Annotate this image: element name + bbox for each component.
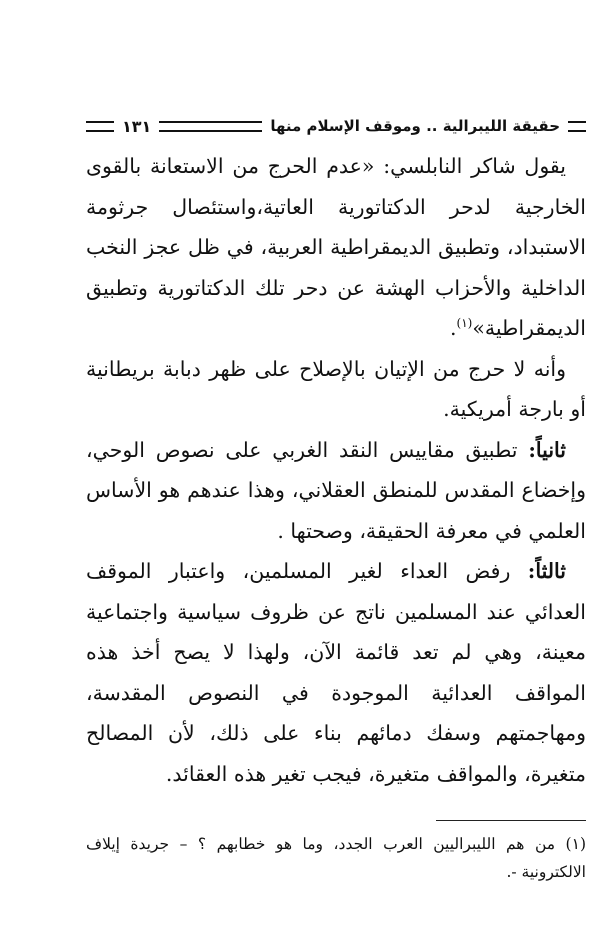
paragraph-1 — [86, 146, 586, 349]
paragraph-2: وأنه لا حرج من الإتيان بالإصلاح على ظهر دبابة بريطانية أو بارجة أمريكية. — [86, 356, 586, 421]
paragraph-3 — [86, 430, 586, 552]
page-number: ١٣١ — [122, 116, 152, 136]
footnote — [86, 830, 586, 886]
paragraph-1-text: يقول شاكر النابلسي: «عدم الحرج من الاستعانة بالقوى الخارجية لدحر الدكتاتورية العاتية،واستئصال جرثومة الاستبداد، وتطبيق الديمقراطية العربية، في ظل عجز النخب الداخلية والأحزاب الهشة عن دحر تلك الدكتاتورية وتطبيق الديمقراطية» — [86, 154, 586, 340]
body-text — [86, 146, 586, 794]
header-rule-right — [568, 121, 586, 132]
running-header — [86, 112, 586, 140]
footnote-reference[interactable]: (١) — [456, 316, 473, 331]
paragraph-4-text: رفض العداء لغير المسلمين، واعتبار الموقف العدائي عند المسلمين ناتج عن ظروف سياسية واجتماعية معينة، وهي لم تعد قائمة الآن، ولهذا لا يصح أخذ هذه المواقف العدائية الموجودة في النصوص المقدسة، ومهاجمتهم وسفك دمائهم بناء على ذلك، لأن المصالح متغيرة، والمواقف متغيرة، فيجب تغير هذه العقائد. — [86, 559, 586, 786]
header-title: حقيقة الليبرالية .. وموقف الإسلام منها — [270, 117, 560, 135]
paragraph-3-text: تطبيق مقاييس النقد الغربي على نصوص الوحي، وإخضاع المقدس للمنطق العقلاني، وهذا عندهم هو الأساس العلمي في معرفة الحقيقة، وصحتها . — [86, 437, 586, 543]
paragraph-1-end: . — [449, 316, 457, 340]
paragraph-4 — [86, 551, 586, 794]
header-rule-middle — [159, 121, 262, 132]
footnote-text: (١) من هم الليبراليين العرب الجدد، وما هو خطابهم ؟ – جريدة إيلاف الالكترونية -. — [86, 835, 586, 881]
header-rule-left — [86, 121, 114, 132]
footnote-divider — [436, 820, 586, 821]
paragraph-4-label: ثالثاً: — [527, 559, 566, 583]
paragraph-3-label: ثانياً: — [528, 437, 566, 462]
